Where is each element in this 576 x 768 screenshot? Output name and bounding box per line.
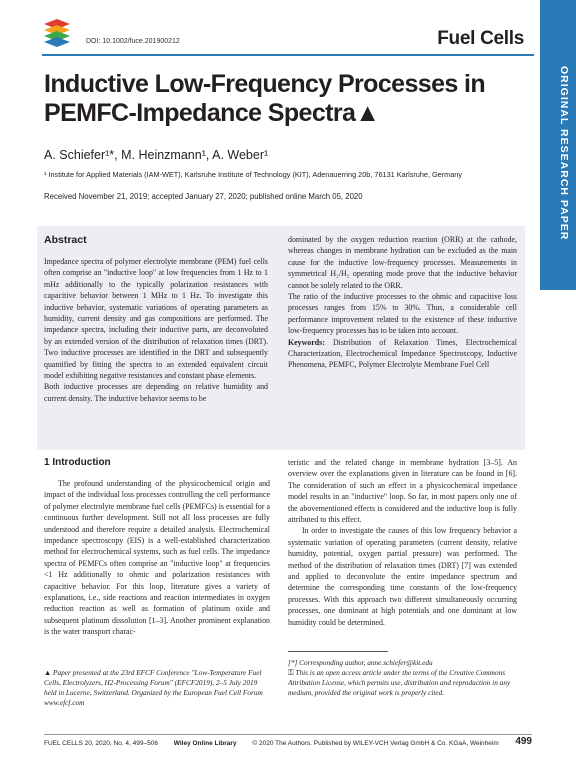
abstract-text-right bbox=[288, 234, 517, 371]
copyright: © 2020 The Authors. Published by WILEY-VCH Verlag GmbH & Co. KGaA, Weinheim bbox=[252, 740, 499, 747]
body-paragraph: The profound understanding of the physicochemical origin and impact of the individual loss processes controlling the cell performance of polymer electrolyte membrane fuel cells (PEMFCs) is essential for a continuous further development. Still not all loss processes are fully understood and therefore require a detailed analysis. Electrochemical impedance spectroscopy (EIS) is a well-established characterization method for electrochemical systems, such as fuel cells. The impedance spectra of PEMFCs often comprise an "inductive loop" at frequencies <1 Hz additionally to ohmic and polarization resistances with capacitive behavior. For this loop, literature gives a variety of explanations, i.e., side reactions and reaction intermediates in oxygen reduction reaction as well as formation of platinum oxide and subsequent platinum dissolution [1–3]. Another prominent explanation is the water transport charac- bbox=[44, 479, 270, 637]
section-heading-introduction: 1 Introduction bbox=[44, 457, 111, 468]
publication-dates: Received November 21, 2019; accepted January 27, 2020; published online March 05, 2020 bbox=[44, 192, 363, 201]
abstract-paragraph: dominated by the oxygen reduction reaction (ORR) at the cathode, whereas changes in membrane hydration can be excluded as the main cause for the inductive low-frequency processes. Measurements in symmetrical H₂/H₂ operating mode prove that the inductive behavior cannot be solely related to the ORR. bbox=[288, 235, 517, 290]
author-list: A. Schiefer¹*, M. Heinzmann¹, A. Weber¹ bbox=[44, 148, 269, 162]
article-type-label: ORIGINAL RESEARCH PAPER bbox=[558, 66, 570, 241]
citation: FUEL CELLS 20, 2020, No. 4, 499–506 bbox=[44, 740, 158, 747]
footnotes-right bbox=[288, 658, 517, 698]
body-text-right bbox=[288, 457, 517, 628]
affiliation: ¹ Institute for Applied Materials (IAM-WET), Karlsruhe Institute of Technology (KIT), Adenauerring 20b, 76131 Karlsruhe, Germany bbox=[44, 170, 463, 179]
page-number: 499 bbox=[515, 736, 532, 747]
abstract-text-left bbox=[44, 256, 268, 404]
keywords bbox=[288, 337, 517, 371]
body-paragraph: In order to investigate the causes of this low frequency behavior a systematic variation of operating parameters (current density, relative humidity, potential, oxygen partial pressure) was performed. The method of the distribution of relaxation times (DRT) [7] was extended and applied to deconvolute the entire impedance spectrum and determine the corresponding time constants of the low-frequency processes. With this approach two different simultaneously occurring processes, one dominant at high potentials and one dominant at low humidity could be determined. bbox=[288, 526, 517, 627]
open-access-text: This is an open access article under the terms of the Creative Commons Attribution License, which permits use, distribution and reproduction in any medium, provided the original work is properly cited. bbox=[288, 668, 511, 697]
body-paragraph: teristic and the related change in membrane hydration [3–5]. An overview over the explanations given in literature can be found in [6]. The consideration of such an effect in a physicochemical impedance model results in an "inductive" loop. So far, in most papers only one of the abovementioned effects is considered and the inductive loop is fully attributed to this effect. bbox=[288, 458, 517, 525]
abstract-paragraph: Impedance spectra of polymer electrolyte membrane (PEM) fuel cells often comprise an "inductive loop" at low frequencies from 1 Hz to 1 mHz additionally to the typically polarization resistances with capacitive behavior between 1 MHz to 1 Hz. To investigate this inductive behavior, systematic variations of operating parameters as humidity, current density and gas compositions are performed. The impedance spectra, including their inductive parts, are deconvoluted by an extended version of the distribution of relaxation times (DRT). Two inductive processes are identified in the DRT and subsequently quantified by fitting the spectra to an extended equivalent circuit model exhibiting negative resistances and constant phase elements. Both inductive processes are depending on relative humidity and current density. The inductive behavior seems to be bbox=[44, 257, 268, 403]
page-footer bbox=[44, 740, 532, 747]
wiley-online-library-link[interactable]: Wiley Online Library bbox=[173, 740, 237, 747]
journal-name: Fuel Cells bbox=[437, 28, 524, 49]
publisher-logo-icon bbox=[42, 18, 72, 48]
doi-text[interactable]: DOI: 10.1002/fuce.201900212 bbox=[86, 38, 180, 45]
conference-footnote: ▲ Paper presented at the 23rd EFCF Conference "Low-Temperature Fuel Cells, Electrolyzers, H2-Processing Forum" (EFCF2019), 2–5 July 2019 held in Lucerne, Switzerland. Organized by the European Fuel Cell Forum www.efcf.com bbox=[44, 668, 263, 707]
body-text-left bbox=[44, 478, 270, 638]
keywords-label: Keywords: bbox=[288, 337, 325, 347]
header-rule bbox=[42, 54, 534, 56]
abstract-heading: Abstract bbox=[44, 234, 87, 246]
footer-rule bbox=[44, 734, 532, 735]
open-access-icon: ⚿ bbox=[288, 668, 296, 677]
keywords-list: Distribution of Relaxation Times, Electrochemical Characterization, Electrochemical Impedance Spectroscopy, Inductive Phenomena, PEMFC, Polymer Electrolyte Membrane Fuel Cell bbox=[288, 337, 517, 370]
open-access-note bbox=[288, 668, 517, 698]
corresponding-author: [*] Corresponding author, anne.schiefer@kit.edu bbox=[288, 658, 433, 667]
abstract-paragraph: The ratio of the inductive processes to the ohmic and capacitive loss processes ranges from 15% to 30%. Thus, a considerable cell performance improvement related to the existence of these inductive low-frequency processes has to be taken into account. bbox=[288, 292, 517, 336]
article-title: Inductive Low-Frequency Processes in PEMFC-Impedance Spectra▲ bbox=[44, 70, 486, 127]
footnote-rule bbox=[288, 651, 388, 652]
